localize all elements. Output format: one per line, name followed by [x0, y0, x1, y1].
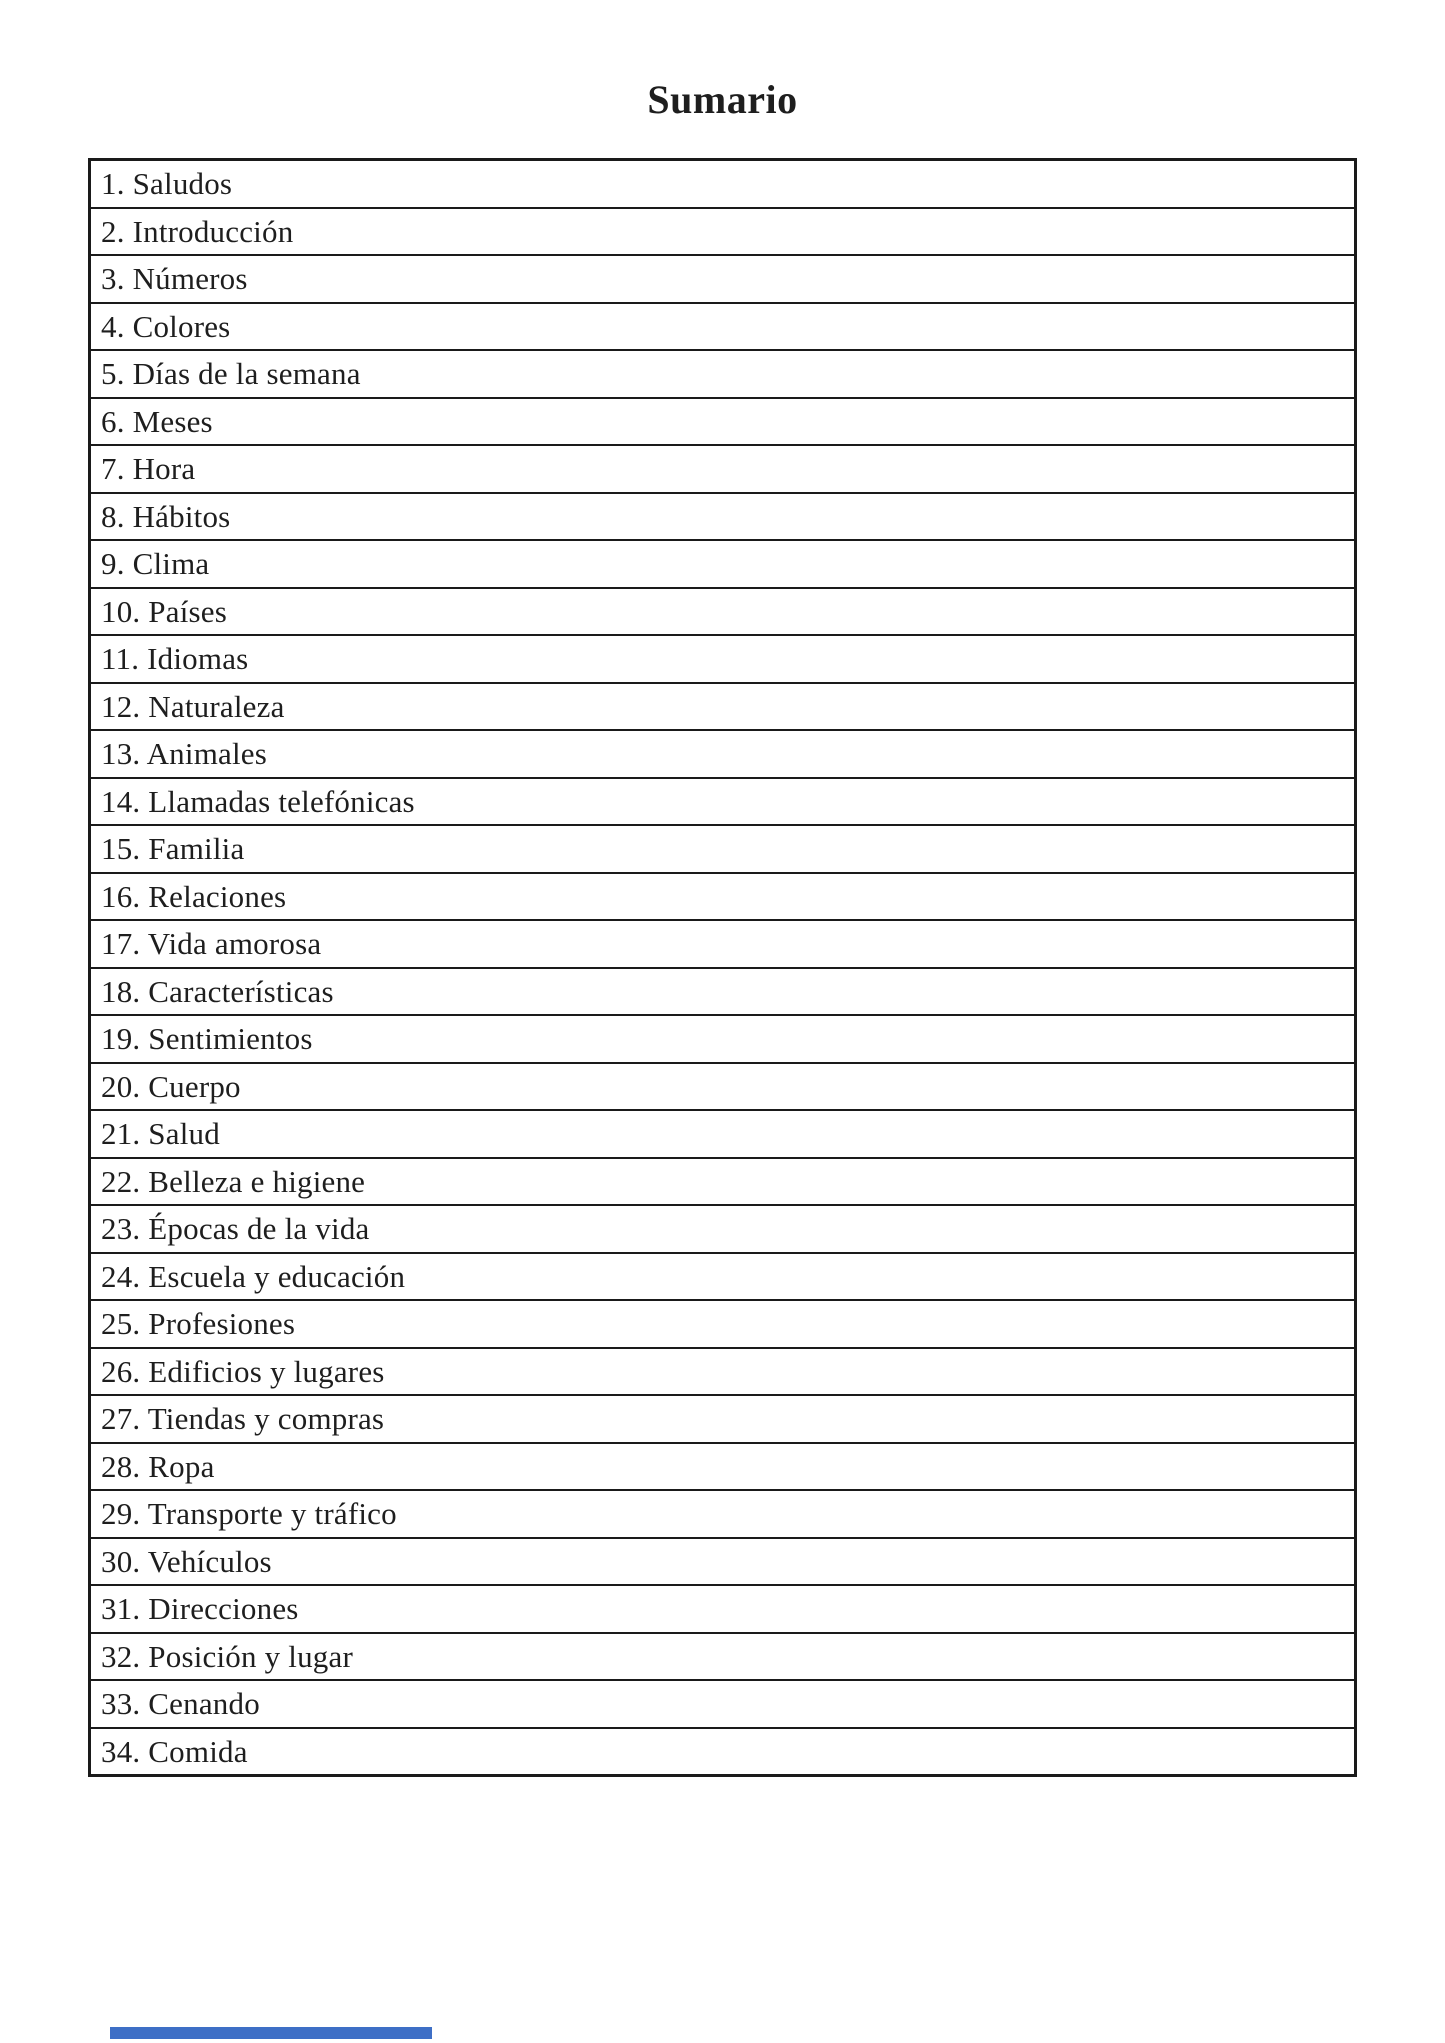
- toc-row: [91, 1727, 1354, 1775]
- toc-item-label: 11. Idiomas: [101, 641, 249, 677]
- toc-row: [91, 1442, 1354, 1490]
- toc-item-label: 1. Saludos: [101, 166, 233, 202]
- toc-row: [91, 587, 1354, 635]
- toc-row: [91, 1204, 1354, 1252]
- toc-row: [91, 1014, 1354, 1062]
- toc-item-label: 23. Épocas de la vida: [101, 1211, 370, 1247]
- toc-row: [91, 824, 1354, 872]
- toc-item-label: 29. Transporte y tráfico: [101, 1496, 397, 1532]
- toc-item-label: 2. Introducción: [101, 213, 294, 249]
- toc-item-label: 31. Direcciones: [101, 1591, 299, 1627]
- toc-row: [91, 777, 1354, 825]
- toc-row: [91, 444, 1354, 492]
- toc-item-label: 8. Hábitos: [101, 498, 231, 534]
- toc-item-label: 21. Salud: [101, 1116, 220, 1152]
- toc-item-label: 14. Llamadas telefónicas: [101, 783, 415, 819]
- toc-item-label: 18. Características: [101, 973, 334, 1009]
- toc-item-label: 16. Relaciones: [101, 878, 287, 914]
- toc-item-label: 9. Clima: [101, 546, 210, 582]
- toc-item-label: 12. Naturaleza: [101, 688, 285, 724]
- toc-row: [91, 634, 1354, 682]
- toc-row: [91, 1109, 1354, 1157]
- toc-row: [91, 1537, 1354, 1585]
- toc-item-label: 22. Belleza e higiene: [101, 1163, 366, 1199]
- toc-item-label: 30. Vehículos: [101, 1543, 272, 1579]
- toc-row: [91, 1299, 1354, 1347]
- toc-item-label: 7. Hora: [101, 451, 196, 487]
- toc-item-label: 20. Cuerpo: [101, 1068, 241, 1104]
- toc-row: [91, 492, 1354, 540]
- toc-row: [91, 1679, 1354, 1727]
- page-title: Sumario: [647, 77, 798, 122]
- toc-item-label: 34. Comida: [101, 1733, 248, 1769]
- toc-row: [91, 397, 1354, 445]
- toc-row: [91, 1062, 1354, 1110]
- toc-item-label: 15. Familia: [101, 831, 245, 867]
- toc-row: [91, 1632, 1354, 1680]
- toc-item-label: 28. Ropa: [101, 1448, 215, 1484]
- toc-item-label: 24. Escuela y educación: [101, 1258, 406, 1294]
- toc-row: [91, 729, 1354, 777]
- toc-row: [91, 161, 1354, 207]
- toc-item-label: 32. Posición y lugar: [101, 1638, 353, 1674]
- toc-item-label: 26. Edificios y lugares: [101, 1353, 385, 1389]
- toc-item-label: 13. Animales: [101, 736, 267, 772]
- toc-row: [91, 967, 1354, 1015]
- toc-row: [91, 1489, 1354, 1537]
- toc-row: [91, 302, 1354, 350]
- toc-row: [91, 1347, 1354, 1395]
- toc-item-label: 4. Colores: [101, 308, 231, 344]
- toc-item-label: 17. Vida amorosa: [101, 926, 322, 962]
- toc-row: [91, 1394, 1354, 1442]
- toc-item-label: 10. Países: [101, 593, 227, 629]
- toc-item-label: 19. Sentimientos: [101, 1021, 313, 1057]
- toc-item-label: 3. Números: [101, 261, 248, 297]
- toc-row: [91, 682, 1354, 730]
- toc-item-label: 25. Profesiones: [101, 1306, 296, 1342]
- toc-row: [91, 1252, 1354, 1300]
- toc-item-label: 33. Cenando: [101, 1686, 260, 1722]
- toc-row: [91, 919, 1354, 967]
- toc-row: [91, 539, 1354, 587]
- toc-row: [91, 349, 1354, 397]
- toc-table: [88, 158, 1357, 1777]
- toc-row: [91, 1584, 1354, 1632]
- toc-row: [91, 254, 1354, 302]
- toc-row: [91, 1157, 1354, 1205]
- toc-row: [91, 872, 1354, 920]
- toc-item-label: 27. Tiendas y compras: [101, 1401, 385, 1437]
- toc-row: [91, 207, 1354, 255]
- footer-accent-bar: [110, 2027, 432, 2039]
- toc-item-label: 6. Meses: [101, 403, 213, 439]
- toc-item-label: 5. Días de la semana: [101, 356, 361, 392]
